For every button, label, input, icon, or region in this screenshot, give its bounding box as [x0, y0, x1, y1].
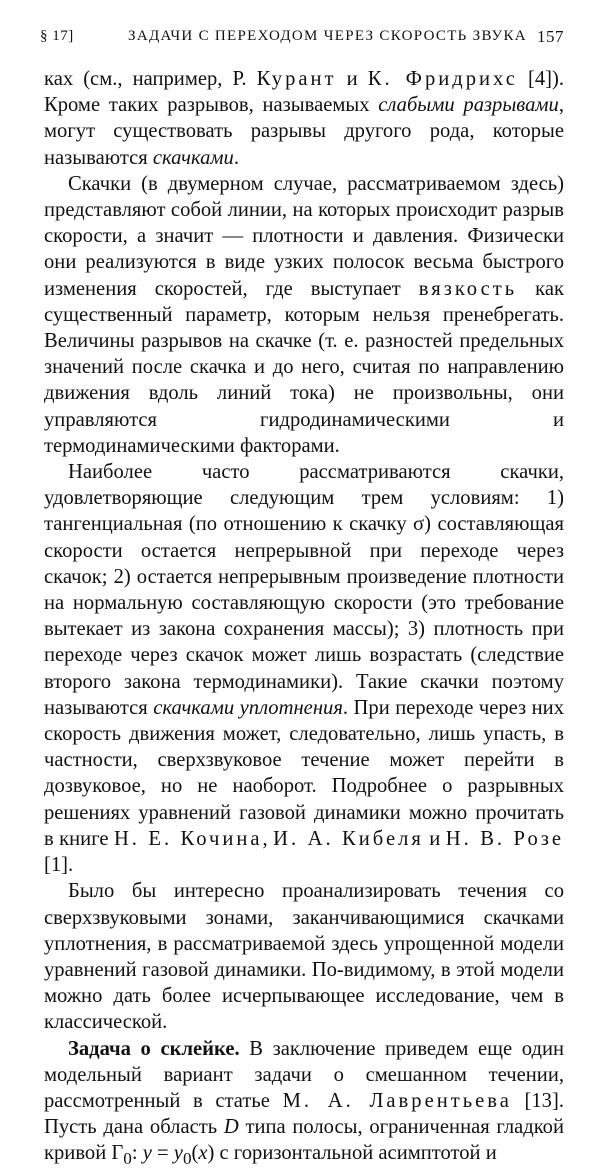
author-name: Н. В. Розе: [445, 827, 565, 850]
text: [13]. Пусть дана область: [44, 1089, 564, 1139]
text: (: [191, 1142, 199, 1165]
math-symbol: y: [173, 1142, 183, 1165]
section-marker: § 17]: [40, 28, 74, 44]
text: Скачки (в двумерном случае, рассматриваемом здесь) представляют собой линии, на которых происходит разрыв скорости, а значит — плотности и давления. Физически они реализуются в виде узких полосок весьма быстрого изменения скоростей, где выступает: [44, 172, 564, 300]
text: :: [131, 1142, 143, 1165]
math-subscript: 0: [123, 1149, 132, 1169]
text: и: [336, 68, 368, 90]
text: Наиболее часто рассматриваются скачки, удовлетворяющие следующим трем условиям: 1) тангенциальная (по отношению к скачку σ) составляющая скорости остается непрерывной при переходе через скачок; 2) остается непрерывным произведение плотности на нормальную составляющую скорости (это требование вытекает из закона сохранения массы); 3) плотность при переходе через скачок может лишь возрастать (следствие второго закона термодинамики). Такие скачки поэтому называются: [44, 461, 564, 719]
text: . При переходе через них скорость движения может, следовательно, лишь упасть, в частности, сверхзвуковое течение может перейти в дозвуковое, но не наоборот. Подробнее о разрывных решениях уравнений газовой динамики можно прочитать в книге: [44, 696, 564, 850]
math-symbol: D: [223, 1116, 239, 1139]
spaced-term-viscosity: вязкость: [418, 277, 518, 300]
term-weak-discontinuities: слабыми разрывами: [378, 94, 559, 117]
paragraph-2: [44, 171, 564, 459]
math-subscript: 0: [182, 1149, 192, 1169]
author-name: К. Фридрихс: [367, 68, 518, 90]
paragraph-1: [44, 66, 564, 171]
text: [1].: [44, 854, 74, 877]
text: как существенный параметр, которым нельзя пренебрегать. Величины разрывов на скачке (т. е. разностей предельных значений после скачка и до него, считая по направлению движения вдоль линий тока) не произвольны, они управляются гидродинамическими и термодинамическими факторами.: [44, 277, 564, 457]
author-name: М. А. Лаврентьева: [282, 1089, 512, 1112]
term-compression-shocks: скачками уплотнения: [153, 696, 343, 719]
subsection-heading: Задача о склейке.: [68, 1037, 240, 1060]
paragraph-3: [44, 459, 564, 878]
text: =: [151, 1142, 174, 1165]
math-symbol: x: [198, 1142, 208, 1165]
text: В заключение приведем еще один модельный вариант задачи о смешанном течении, рассмотренный в статье: [44, 1037, 564, 1112]
author-name: Н. Е. Кочина: [113, 827, 263, 850]
text: ках (см., например, Р.: [44, 68, 257, 90]
text: ,: [262, 827, 274, 850]
paragraph-4: [44, 878, 564, 1035]
text: .: [233, 146, 239, 169]
math-symbol: y: [142, 1142, 152, 1165]
running-title: ЗАДАЧИ С ПЕРЕХОДОМ ЧЕРЕЗ СКОРОСТЬ ЗВУКА: [128, 28, 527, 44]
text: типа полосы, ограниченная гладкой кривой Γ: [44, 1116, 565, 1165]
text: и: [423, 827, 446, 850]
author-name: Курант: [256, 68, 337, 90]
page-body: [44, 66, 564, 1173]
text: [4]). Кроме таких разрывов, называемых: [44, 68, 564, 117]
running-header: [40, 28, 564, 54]
author-name: И. А. Кибеля: [273, 827, 424, 850]
term-shocks: скачками: [152, 146, 234, 169]
text: ) с горизонтальной асимптотой и: [207, 1142, 497, 1165]
page-number: 157: [537, 27, 564, 46]
paragraph-5: [44, 1036, 564, 1173]
text: , могут существовать разрывы другого рода, которые называются: [44, 94, 564, 169]
text: Было бы интересно проанализировать течения со сверхзвуковыми зонами, заканчивающимися скачками уплотнения, в рассматриваемой здесь упрощенной модели уравнений газовой динамики. По-видимому, в этой модели можно дать более исчерпывающее исследование, чем в классической.: [44, 880, 564, 1034]
